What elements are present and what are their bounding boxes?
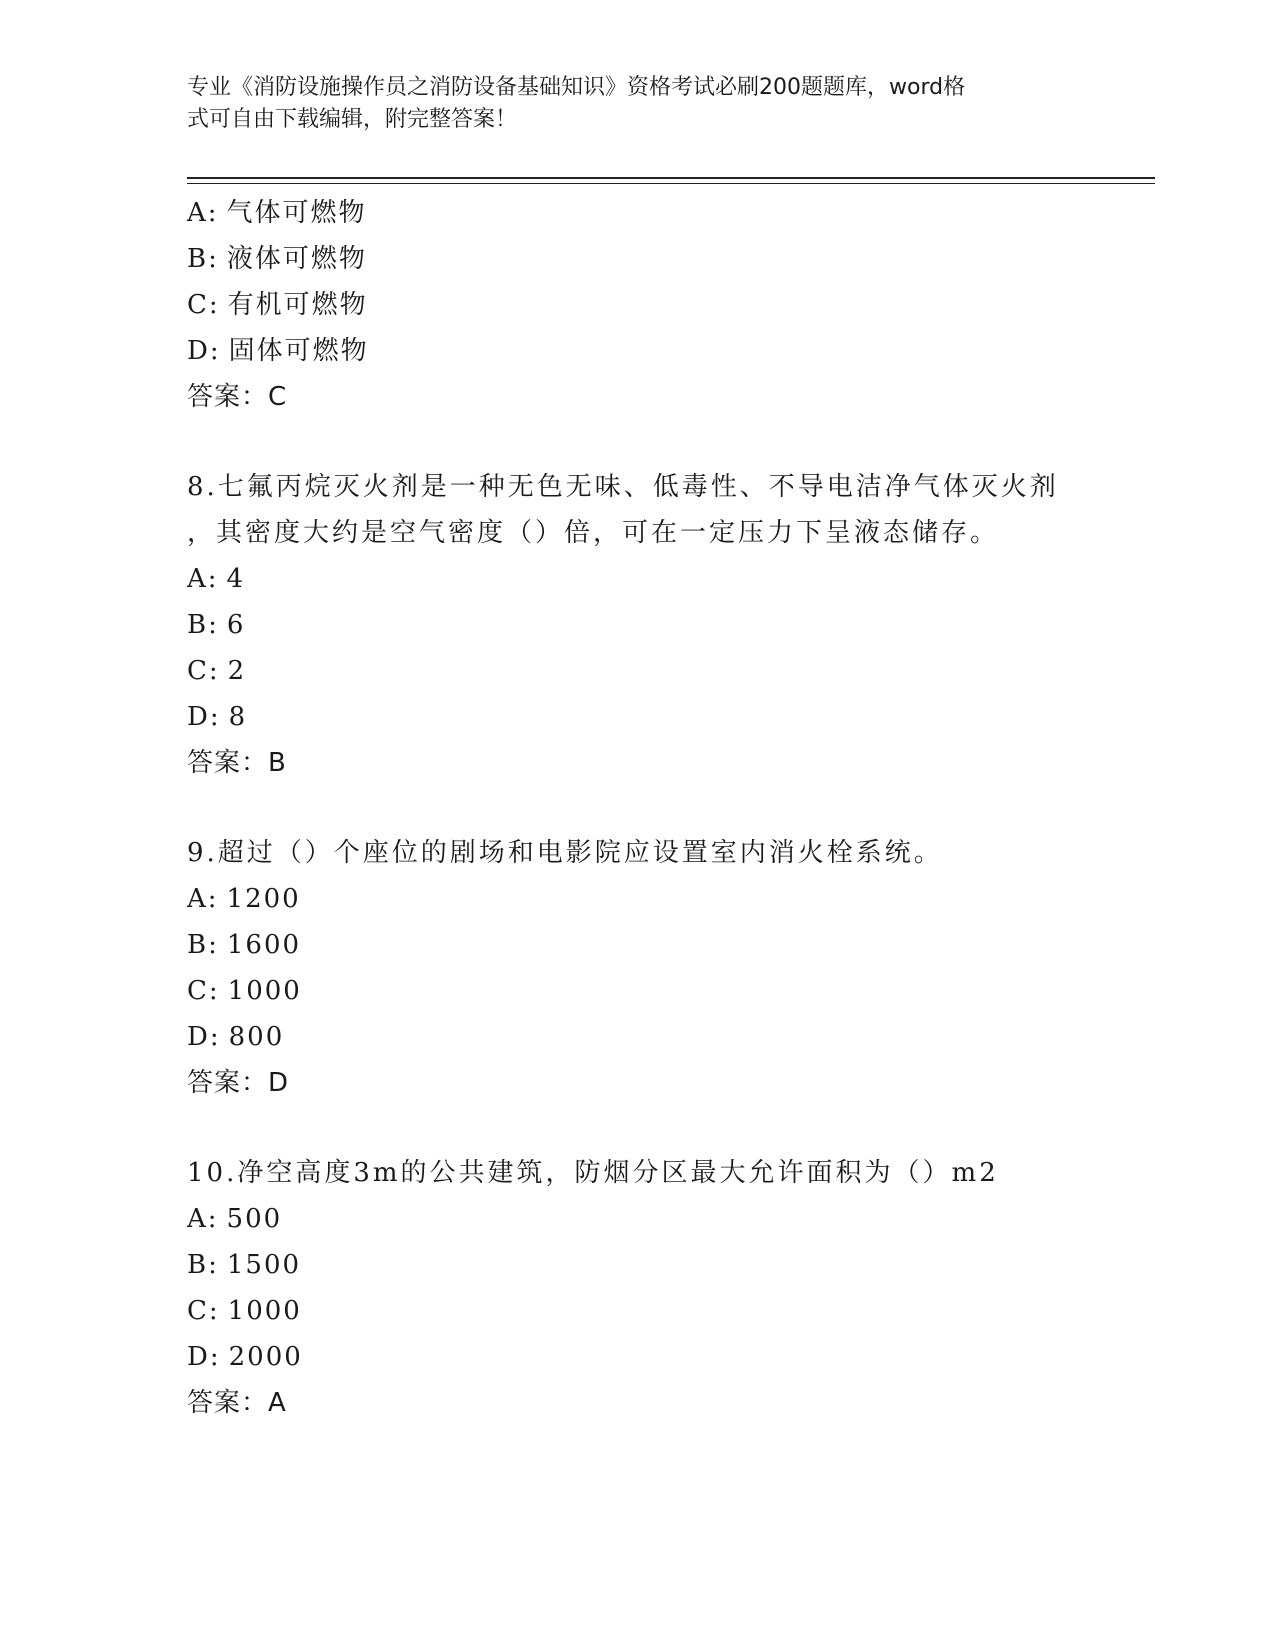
question-stem xyxy=(187,1150,1127,1196)
spacer xyxy=(187,786,1127,830)
option-c: C: 有机可燃物 xyxy=(187,290,368,320)
answer-line: 答案：C xyxy=(187,382,288,412)
question-stem xyxy=(187,464,1127,556)
document-header xyxy=(187,72,1087,136)
question-stem-line: ，其密度大约是空气密度（）倍，可在一定压力下呈液态储存。 xyxy=(187,518,1000,548)
question-10 xyxy=(187,1150,1127,1426)
option-c: C: 1000 xyxy=(187,1296,302,1326)
option-d: D: 2000 xyxy=(187,1342,303,1372)
option-b: B: 1500 xyxy=(187,1250,302,1280)
option-d: D: 固体可燃物 xyxy=(187,336,369,366)
option-a: A: 气体可燃物 xyxy=(187,198,367,228)
option-c: C: 2 xyxy=(187,656,247,686)
spacer xyxy=(187,1106,1127,1150)
question-stem-line: 8.七氟丙烷灭火剂是一种无色无味、低毒性、不导电洁净气体灭火剂 xyxy=(187,472,1059,502)
question-stem-line: 9.超过（）个座位的剧场和电影院应设置室内消火栓系统。 xyxy=(187,838,943,868)
option-c: C: 1000 xyxy=(187,976,302,1006)
header-divider-thin xyxy=(187,183,1155,184)
option-a: A: 500 xyxy=(187,1204,283,1234)
answer-line: 答案：B xyxy=(187,748,287,778)
option-d: D: 8 xyxy=(187,702,248,732)
answer-line: 答案：D xyxy=(187,1068,290,1098)
option-b: B: 液体可燃物 xyxy=(187,244,367,274)
header-divider-thick xyxy=(187,177,1155,179)
option-d: D: 800 xyxy=(187,1022,285,1052)
option-a: A: 1200 xyxy=(187,884,301,914)
question-8 xyxy=(187,464,1127,786)
header-line-2: 式可自由下载编辑，附完整答案！ xyxy=(187,107,518,132)
option-a: A: 4 xyxy=(187,564,246,594)
header-line-1: 专业《消防设施操作员之消防设备基础知识》资格考试必刷200题题库，word格 xyxy=(187,75,966,100)
question-stem xyxy=(187,830,1127,876)
question-stem-line: 10.净空高度3m的公共建筑，防烟分区最大允许面积为（）m2 xyxy=(187,1158,999,1188)
question-9 xyxy=(187,830,1127,1106)
question-7 xyxy=(187,190,1127,420)
option-b: B: 6 xyxy=(187,610,246,640)
answer-line: 答案：A xyxy=(187,1388,287,1418)
option-b: B: 1600 xyxy=(187,930,302,960)
spacer xyxy=(187,420,1127,464)
question-list xyxy=(187,190,1127,1426)
